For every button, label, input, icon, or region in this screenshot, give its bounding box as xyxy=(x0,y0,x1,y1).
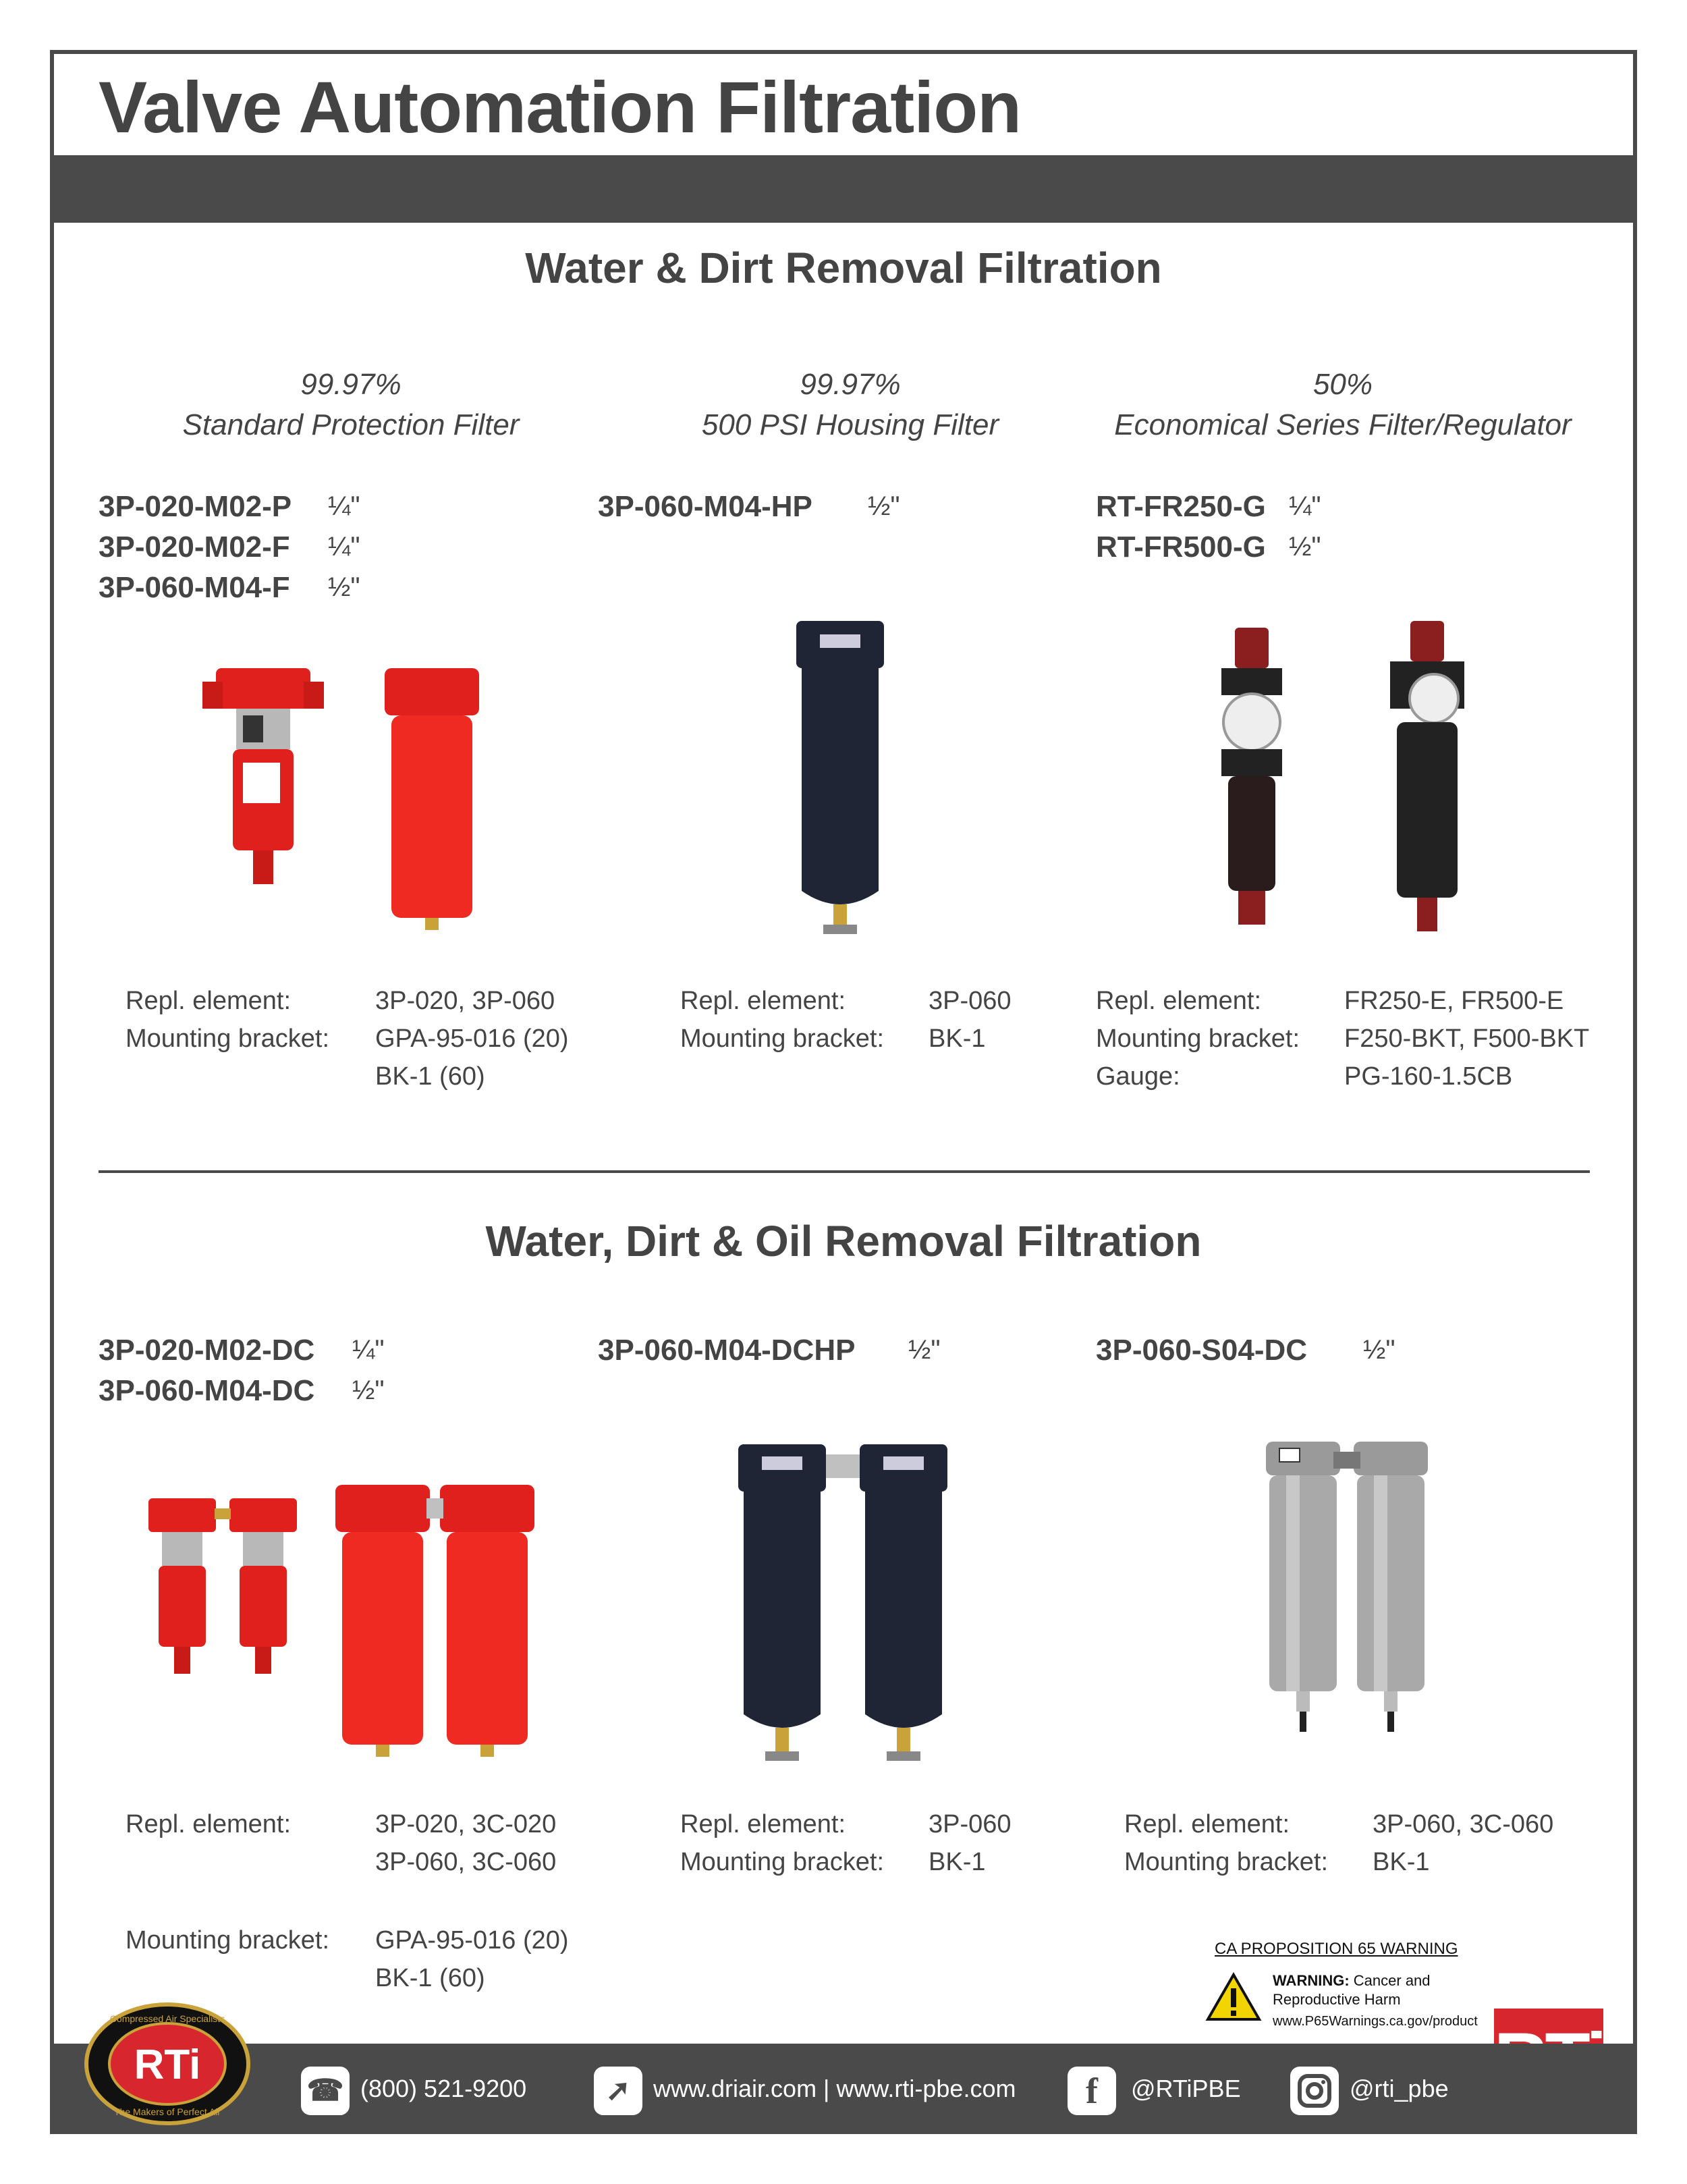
warning-label: WARNING: xyxy=(1273,1972,1350,1989)
spec-label: Repl. element: xyxy=(1124,1810,1290,1838)
spec-value: 3P-020, 3P-060 xyxy=(375,987,555,1015)
warning-triangle-icon xyxy=(1205,1972,1262,2022)
warning-url[interactable]: www.P65Warnings.ca.gov/product xyxy=(1273,2014,1478,2029)
spec-value: BK-1 xyxy=(1373,1848,1430,1876)
seal-ring-top-text: Compressed Air Specialists xyxy=(109,2013,225,2024)
seal-ring-bottom-text: The Makers of Perfect Air xyxy=(114,2106,221,2117)
model-code: RT-FR250-G xyxy=(1096,490,1266,523)
spec-label: Mounting bracket: xyxy=(126,1926,330,1955)
model-code: 3P-060-M04-DC xyxy=(99,1374,315,1407)
spec-label: Gauge: xyxy=(1096,1062,1180,1091)
spec-label: Repl. element: xyxy=(1096,987,1262,1015)
col3-heading xyxy=(1080,364,1606,445)
navy-hp-filter-image xyxy=(790,621,891,945)
spec-value: GPA-95-016 (20) xyxy=(375,1926,569,1955)
filter-regulator-250-image xyxy=(1208,628,1296,938)
red-small-filter-image xyxy=(202,661,324,904)
rti-seal-logo xyxy=(84,2002,251,2126)
warning-text-1: Cancer and xyxy=(1353,1972,1431,1989)
model-code: 3P-020-M02-F xyxy=(99,530,290,564)
spec-value: 3P-060 xyxy=(929,987,1012,1015)
col1-heading xyxy=(121,364,580,445)
model-size: ½" xyxy=(868,491,900,521)
spec-value: BK-1 xyxy=(929,1848,986,1876)
red-large-dual-filter-image xyxy=(332,1485,548,1762)
col2-heading xyxy=(621,364,1080,445)
prop65-heading: CA PROPOSITION 65 WARNING xyxy=(1215,1940,1458,1958)
filter-regulator-500-image xyxy=(1377,621,1478,938)
model-size: ½" xyxy=(908,1335,941,1365)
spec-value: 3P-060 xyxy=(929,1810,1012,1838)
header-band xyxy=(54,155,1633,223)
model-code: 3P-060-M04-HP xyxy=(598,490,812,523)
model-size: ½" xyxy=(1363,1335,1395,1365)
section-water-dirt-title: Water & Dirt Removal Filtration xyxy=(525,244,1162,292)
spec-value: GPA-95-016 (20) xyxy=(375,1025,569,1053)
spec-value: F250-BKT, F500-BKT xyxy=(1344,1025,1590,1053)
footer-instagram[interactable]: @rti_pbe xyxy=(1350,2075,1449,2102)
col3-name: Economical Series Filter/Regulator xyxy=(1114,408,1572,441)
section-divider xyxy=(99,1170,1590,1173)
red-small-dual-filter-image xyxy=(142,1492,310,1681)
spec-value: 3P-060, 3C-060 xyxy=(1373,1810,1554,1838)
model-size: ½" xyxy=(1289,532,1321,562)
spec-value: PG-160-1.5CB xyxy=(1344,1062,1513,1091)
model-code: 3P-060-S04-DC xyxy=(1096,1334,1308,1367)
spec-label: Repl. element: xyxy=(680,987,846,1015)
model-code: 3P-020-M02-DC xyxy=(99,1334,315,1367)
section-water-dirt-oil-title: Water, Dirt & Oil Removal Filtration xyxy=(485,1217,1202,1265)
model-code: RT-FR500-G xyxy=(1096,530,1266,564)
col3-percent: 50% xyxy=(1312,368,1373,401)
spec-value: 3P-020, 3C-020 xyxy=(375,1810,557,1838)
model-size: ¼" xyxy=(328,491,360,521)
model-code: 3P-060-M04-DCHP xyxy=(598,1334,856,1367)
cursor-icon: ➚ xyxy=(594,2067,642,2115)
spec-value: BK-1 xyxy=(929,1025,986,1053)
instagram-icon xyxy=(1290,2067,1339,2115)
seal-logo-text: RTi xyxy=(134,2042,201,2088)
spec-label: Mounting bracket: xyxy=(1124,1848,1329,1876)
facebook-icon: f xyxy=(1068,2067,1116,2115)
spec-label: Repl. element: xyxy=(680,1810,846,1838)
col2-name: 500 PSI Housing Filter xyxy=(701,408,999,441)
model-size: ¼" xyxy=(352,1335,385,1365)
warning-text-2: Reproductive Harm xyxy=(1273,1991,1401,2008)
model-size: ¼" xyxy=(328,532,360,562)
spec-value: FR250-E, FR500-E xyxy=(1344,987,1564,1015)
model-code: 3P-020-M02-P xyxy=(99,490,292,523)
model-code: 3P-060-M04-F xyxy=(99,571,290,604)
stainless-dual-filter-image xyxy=(1259,1435,1435,1739)
spec-label: Mounting bracket: xyxy=(680,1025,885,1053)
page-title: Valve Automation Filtration xyxy=(99,66,1022,148)
model-size: ¼" xyxy=(1289,491,1321,521)
model-size: ½" xyxy=(328,572,360,602)
spec-label: Mounting bracket: xyxy=(680,1848,885,1876)
red-large-filter-image xyxy=(378,668,486,931)
spec-label: Mounting bracket: xyxy=(1096,1025,1300,1053)
spec-value: 3P-060, 3C-060 xyxy=(375,1848,557,1876)
warning-line xyxy=(1273,1972,1431,1990)
spec-label: Repl. element: xyxy=(126,987,292,1015)
footer-website[interactable]: www.driair.com | www.rti-pbe.com xyxy=(653,2075,1016,2102)
navy-hp-dual-filter-image xyxy=(731,1444,954,1768)
col1-percent: 99.97% xyxy=(300,368,402,401)
spec-label: Repl. element: xyxy=(126,1810,292,1838)
phone-icon: ☎ xyxy=(301,2067,350,2115)
spec-value: BK-1 (60) xyxy=(375,1062,485,1091)
col2-percent: 99.97% xyxy=(800,368,901,401)
spec-value: BK-1 (60) xyxy=(375,1964,485,1992)
footer-phone[interactable]: (800) 521-9200 xyxy=(360,2075,527,2102)
footer-facebook[interactable]: @RTiPBE xyxy=(1131,2075,1241,2102)
col1-name: Standard Protection Filter xyxy=(182,408,520,441)
model-size: ½" xyxy=(352,1375,385,1405)
spec-label: Mounting bracket: xyxy=(126,1025,330,1053)
